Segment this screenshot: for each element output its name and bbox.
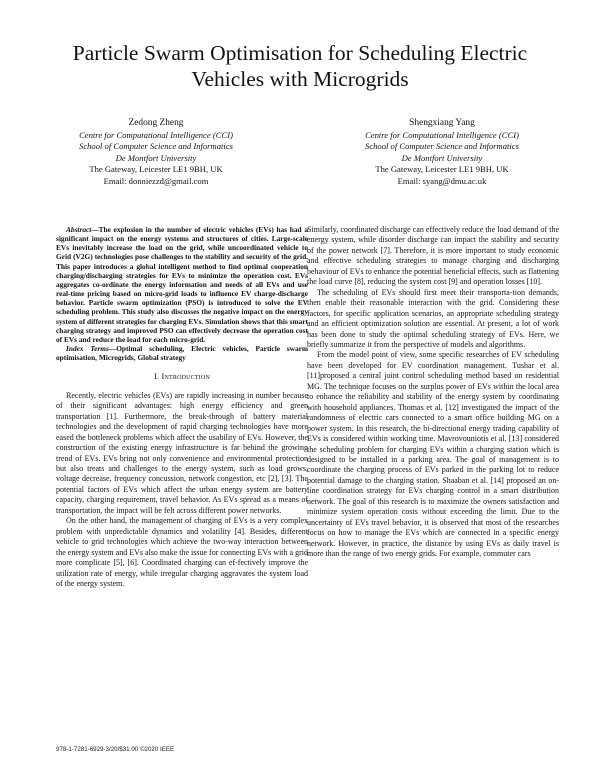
author-university: De Montfort University <box>115 152 197 163</box>
author-email: Email: syang@dmu.ac.uk <box>397 175 487 186</box>
body-paragraph: On the other hand, the management of charging of EVs is a very complex problem with unpredictable dynamics and volatility [4]. Besides, different vehicle to grid technologies which achieve the two-way interaction between the energy system and EVs also make the issue for connecting EVs with a grid more complicate [5], [6]. Coordinated charging can ef-fectively improve the utilization rate of energy, while irregular charging aggravates the system load of the energy system. <box>56 516 308 588</box>
author-name: Shengxiang Yang <box>409 118 475 128</box>
body-paragraph: From the model point of view, some specific researches of EV scheduling have been developed for EV coordination management. Tushar et al. [11]proposed a central joint control scheduling method based on residential MG. The technique focuses on the surplus power of EVs within the local area to enhance the reliability and stability of the energy system by coordinating with household appliances. Thomas et al. [12] investigated the impact of the randomness of electric cars connected to a smart office building MG on a power system. In this research, the bi-directional energy trading capability of EVs is considered within working time. Mavrovouniotis et al. [13] considered the scheduling problem for charging EVs within a charging station which is designed to be installed in a parking area. The goal of management is to coordinate the charging process of EVs parked in the parking lot to reduce potential damage to the charging station. Shaaban et al. [14] proposed an on-line coordination strategy for EVs charging control in a smart distribution network. The goal of this research is to maximize the owners satisfaction and minimize system operation costs without exceeding the limit. Due to the uncertainty of EVs travel behavior, it is observed that most of the researches focus on how to manage the EVs which are connected in a specific energy network. However, in practice, the distance by using EVs as daily travel is more than the range of two energy grids. For example, commuter cars <box>307 350 559 559</box>
section-title: Introduction <box>161 372 211 382</box>
abstract-label: Abstract <box>66 225 92 234</box>
right-column <box>307 225 559 560</box>
index-terms-text: —Optimal scheduling, Electric vehicles, Particle swarm optimisation, Microgrids, Global strategy <box>56 344 308 363</box>
author-school: School of Computer Science and Informatics <box>79 141 233 152</box>
author-affiliation: Centre for Computational Intelligence (CCI) <box>79 129 233 140</box>
section-number: I. <box>153 372 160 382</box>
body-paragraph: Similarly, coordinated discharge can effectively reduce the load demand of the energy system, while disorder discharge can impact the stability and security of the power network [7]. Therefore, it is more important to study economic and effective scheduling strategies to manage charging and discharging behaviour of EVs to enhance the potential beneficial effects, such as flattening the load curve [8], reducing the system cost [9] and operation losses [10]. <box>307 225 559 287</box>
author-university: De Montfort University <box>401 152 483 163</box>
index-terms <box>56 344 308 362</box>
author-affiliation: Centre for Computational Intelligence (CCI) <box>365 129 519 140</box>
author-block-1 <box>36 118 276 188</box>
body-paragraph: Recently, electric vehicles (EVs) are rapidly increasing in number because of their significant advantages: high energy efficiency and green transportation [1]. Furthermore, the break-through of battery material technologies and the development of rapid charging technologies have more eased the bottleneck problems which affect the usability of EVs. However, the construction of the existing energy infrastructure is far behind the growing trend of EVs. EVs bring not only convenience and environmental protection but also treats and challenges to the energy system, such as load grows, voltage decrease, frequency concussion, network congestion, etc [2], [3]. The potential factors of EVs which affect the urban energy system are battery capacity, charging requirement, travel behavior. As EVs spread as a means of transportation, the impact will be felt across different power networks. <box>56 390 308 515</box>
author-school: School of Computer Science and Informatics <box>365 141 519 152</box>
index-terms-label: Index Terms <box>66 344 109 354</box>
abstract-text: —The explosion in the number of electric vehicles (EVs) has had a significant impact on the energy systems and structures of cities. Large-scale EVs inevitably increase the load on the grid, while uncoordinated vehicle to Grid (V2G) technologies pose challenges to the stability and security of the grid. This paper introduces a global intelligent method to find optimal cooperation charging/discharging strategies for EVs to minimize the operation cost. EVs aggregates co-ordinate the energy information and needs of all EVs and use real-time pricing based on micro-grid loads to influence EV charge-discharge behavior. Particle swarm optimization (PSO) is introduced to solve the EV scheduling problem. This study also discusses the negative impact on the energy system of different strategies for charging EVs. Simulation shows that this smart charging strategy and improved PSO can effectively decrease the operation cost of EVs and reduce the load for each micro-grid. <box>56 225 308 344</box>
author-email: Email: donniezzd@gmail.com <box>103 175 209 186</box>
author-name: Zedong Zheng <box>128 118 184 128</box>
section-heading <box>56 372 308 382</box>
author-address: The Gateway, Leicester LE1 9BH, UK <box>89 164 223 175</box>
author-address: The Gateway, Leicester LE1 9BH, UK <box>375 164 509 175</box>
abstract <box>56 225 308 344</box>
paper-title: Particle Swarm Optimisation for Scheduling Electric Vehicles with Microgrids <box>72 41 528 91</box>
author-block-2 <box>322 118 562 188</box>
left-column <box>56 225 308 589</box>
body-paragraph: The scheduling of EVs should first meet their transporta-tion demands, then enable their reasonable interaction with the grid. Considering these factors, for specific application scenarios, an appropriate scheduling strategy and an efficient optimization solution are essential. At present, a lot of work has been done to study the optimal scheduling strategy of EVs. Here, we briefly summarize it from the perspective of models and algorithms. <box>307 287 559 349</box>
copyright-footer: 978-1-7281-6929-3/20/$31.00 ©2020 IEEE <box>56 746 175 753</box>
